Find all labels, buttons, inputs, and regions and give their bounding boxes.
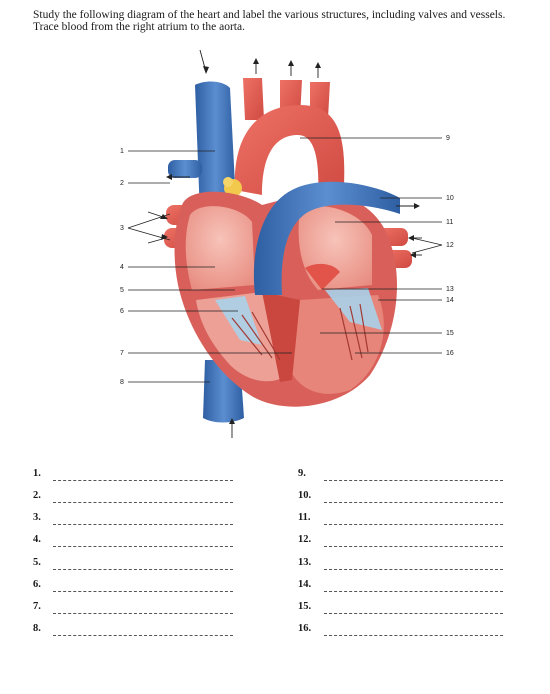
- answer-row-9: [298, 468, 503, 484]
- answer-blank-9[interactable]: [324, 480, 503, 481]
- answer-blank-8[interactable]: [53, 635, 233, 636]
- answer-number-3: 3.: [33, 512, 41, 523]
- answer-number-10: 10.: [298, 490, 312, 501]
- answer-blank-12[interactable]: [324, 546, 503, 547]
- diagram-label-11: 11: [446, 219, 454, 226]
- answer-row-15: [298, 601, 503, 617]
- answer-blank-14[interactable]: [324, 591, 503, 592]
- diagram-label-2: 2: [120, 180, 124, 187]
- answer-number-13: 13.: [298, 557, 312, 568]
- answer-row-4: [33, 534, 233, 550]
- leader-line-12b: [412, 245, 442, 253]
- leader-line-3a: [128, 214, 170, 228]
- answer-blank-1[interactable]: [53, 480, 233, 481]
- diagram-label-10: 10: [446, 195, 454, 202]
- answer-blank-2[interactable]: [53, 502, 233, 503]
- answer-number-9: 9.: [298, 468, 306, 479]
- answer-number-16: 16.: [298, 623, 312, 634]
- answer-number-8: 8.: [33, 623, 41, 634]
- answer-number-12: 12.: [298, 534, 312, 545]
- answer-number-4: 4.: [33, 534, 41, 545]
- answer-row-5: [33, 557, 233, 573]
- answer-blank-5[interactable]: [53, 569, 233, 570]
- instructions-text: Study the following diagram of the heart and label the various structures, including valves and vessels. Trace blood from the right atrium to the aorta.: [33, 9, 506, 33]
- aortic-branch-1: [243, 78, 264, 120]
- diagram-label-16: 16: [446, 350, 454, 357]
- answer-blank-7[interactable]: [53, 613, 233, 614]
- answer-blank-15[interactable]: [324, 613, 503, 614]
- answer-blank-4[interactable]: [53, 546, 233, 547]
- answer-row-16: [298, 623, 503, 639]
- answer-blank-16[interactable]: [324, 635, 503, 636]
- diagram-label-3: 3: [120, 225, 124, 232]
- answer-row-10: [298, 490, 503, 506]
- diagram-label-14: 14: [446, 297, 454, 304]
- diagram-label-15: 15: [446, 330, 454, 337]
- diagram-label-7: 7: [120, 350, 124, 357]
- answer-blank-10[interactable]: [324, 502, 503, 503]
- right-atrium: [186, 206, 255, 290]
- diagram-label-6: 6: [120, 308, 124, 315]
- answer-blank-6[interactable]: [53, 591, 233, 592]
- pulmonary-artery-stub-left: [168, 160, 202, 178]
- leader-line-12a: [412, 238, 442, 245]
- diagram-label-5: 5: [120, 287, 124, 294]
- answer-number-7: 7.: [33, 601, 41, 612]
- answer-row-1: [33, 468, 233, 484]
- answer-number-11: 11.: [298, 512, 311, 523]
- answer-blank-3[interactable]: [53, 524, 233, 525]
- answer-row-11: [298, 512, 503, 528]
- answer-number-5: 5.: [33, 557, 41, 568]
- answer-row-2: [33, 490, 233, 506]
- answer-number-14: 14.: [298, 579, 312, 590]
- diagram-label-13: 13: [446, 286, 454, 293]
- answer-blank-11[interactable]: [324, 524, 503, 525]
- answer-row-14: [298, 579, 503, 595]
- answer-number-2: 2.: [33, 490, 41, 501]
- diagram-label-4: 4: [120, 264, 124, 271]
- diagram-label-1: 1: [120, 148, 124, 155]
- answer-blank-13[interactable]: [324, 569, 503, 570]
- diagram-label-9: 9: [446, 135, 450, 142]
- answer-number-6: 6.: [33, 579, 41, 590]
- answer-row-6: [33, 579, 233, 595]
- answer-row-8: [33, 623, 233, 639]
- answer-row-12: [298, 534, 503, 550]
- answer-row-3: [33, 512, 233, 528]
- diagram-label-8: 8: [120, 379, 124, 386]
- leader-line-3b: [128, 228, 170, 240]
- answer-number-1: 1.: [33, 468, 41, 479]
- answer-number-15: 15.: [298, 601, 312, 612]
- answer-row-7: [33, 601, 233, 617]
- diagram-label-12: 12: [446, 242, 454, 249]
- answer-row-13: [298, 557, 503, 573]
